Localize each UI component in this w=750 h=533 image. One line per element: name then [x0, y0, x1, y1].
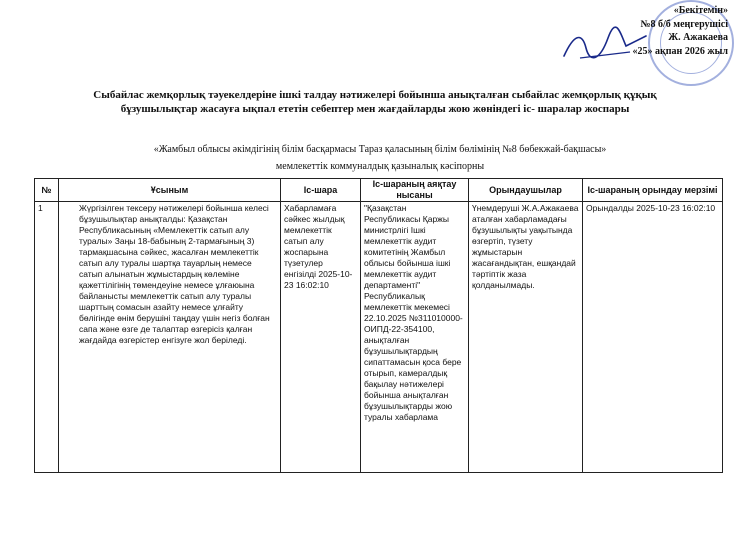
approval-date: «25» ақпан 2026 жыл	[632, 45, 728, 57]
cell-recommendation: Жүргізілген тексеру нәтижелері бойынша келесі бұзушылықтар анықталды: Қазақстан Республикасының «Мемлекеттік сатып алу туралы» Заңы 18-бабының 2-тармағының 3) тармақшасына сәйкес, жасалған мемлекеттік сатып алу туралы шартқа тауарлың немесе сатып алынатын жұмыстардың көлеміне қажеттілігінің төмендеуіне немесе ұлғаюына байланысты мемлекеттік сатып алу туралы шарттың сомасын азайту немесе ұлғайту бөлігінде өнім берушіні таңдау үшін негіз болған сапа және өзге де талаптар өзгерісіз қалған жағдайда өзгерістер енгізуге жол беріледі.	[59, 202, 281, 473]
header-deadline: Іс-шараның орындау мерзімі	[583, 179, 723, 202]
title-line-1: Сыбайлас жемқорлық тәуекелдеріне ішкі талдау нәтижелері бойынша анықталған сыбайлас жемқорлық құқық	[93, 89, 657, 101]
approval-name: Ж. Ажакаева	[668, 32, 728, 43]
table-row	[35, 202, 723, 473]
header-measure: Іс-шара	[281, 179, 361, 202]
organization-name: «Жамбыл облысы әкімдігінің білім басқармасы Тараз қаласының білім бөлімінің №8 бөбекжай-бақшасы»	[153, 144, 607, 155]
cell-executors: Үнемдеруші Ж.А.Ажакаева аталған хабарламадағы бұзушылықты уақытында өзгертіп, түзету жұмыстарын жасағандықтан, ешқандай тәртіптік жаза қолданылмады.	[469, 202, 583, 473]
cell-number: 1	[35, 202, 59, 473]
action-plan-table	[34, 178, 723, 473]
title-line-2: бұзушылықтар жасауға ықпал ететін себептер мен жағдайларды жою жөніндегі іс- шаралар жоспары	[120, 103, 630, 115]
table-header-row	[35, 179, 723, 202]
header-completion-form: Іс-шараның аяқтау нысаны	[361, 179, 469, 202]
cell-completion-form: "Қазақстан Республикасы Қаржы министрлігі Ішкі мемлекеттік аудит комитетінің Жамбыл облысы бойынша ішкі мемлекеттік аудит департаменті" Республикалық мемлекеттік мекемесі 22.10.2025 №311010000-ОИПД-22-354100, анықталған бұзушылықтардың сипаттамасын қоса бере отырып, камералдық бақылау нәтижелері бойынша анықталған бұзушылықтарды жою туралы хабарлама	[361, 202, 469, 473]
approval-heading: «Бекітемін»	[673, 5, 728, 16]
header-recommendation: Ұсыным	[59, 179, 281, 202]
approval-block	[508, 4, 728, 58]
header-executors: Орындаушылар	[469, 179, 583, 202]
header-number: №	[35, 179, 59, 202]
organization-type: мемлекеттік коммуналдық қазыналық кәсіпорны	[275, 161, 485, 172]
cell-deadline: Орындалды 2025-10-23 16:02:10	[583, 202, 723, 473]
document-title	[50, 88, 700, 116]
approval-position: №8 б/б меңгерушісі	[640, 18, 728, 30]
cell-measure: Хабарламаға сәйкес жылдық мемлекеттік сатып алу жоспарына түзетулер енгізілді 2025-10-23 16:02:10	[281, 202, 361, 473]
